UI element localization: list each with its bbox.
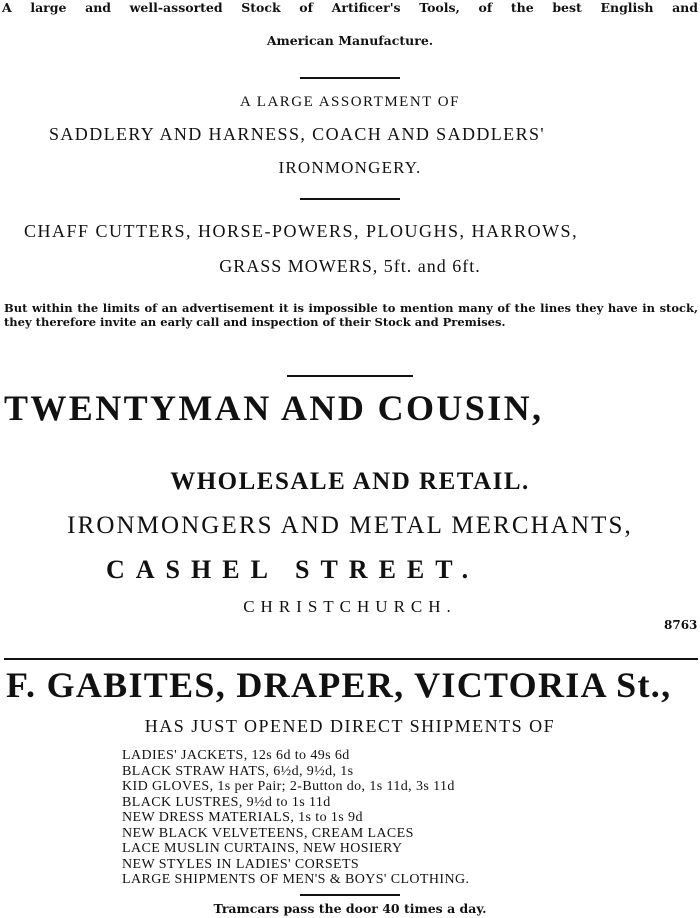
gabites-footer: Tramcars pass the door 40 times a day. bbox=[213, 901, 487, 916]
gabites-name: F. GABITES, DRAPER, VICTORIA St., bbox=[6, 665, 672, 705]
notice-paragraph: But within the limits of an advertisement it is impossible to mention many of the lines they have in stock, they therefore invite an early call and inspection of their Stock and Premises. bbox=[4, 301, 698, 329]
divider bbox=[300, 77, 400, 79]
list-item: KID GLOVES, 1s per Pair; 2-Button do, 1s 11d, 3s 11d bbox=[122, 779, 455, 794]
tools-line-2: American Manufacture. bbox=[266, 33, 434, 48]
saddlery-line-2: SADDLERY AND HARNESS, COACH AND SADDLERS' bbox=[49, 124, 546, 144]
list-item: LACE MUSLIN CURTAINS, NEW HOSIERY bbox=[122, 841, 403, 856]
divider bbox=[300, 894, 400, 896]
twentyman-tagline: WHOLESALE AND RETAIL. bbox=[170, 468, 530, 495]
implements-line-2: GRASS MOWERS, 5ft. and 6ft. bbox=[219, 256, 481, 276]
twentyman-city: CHRISTCHURCH. bbox=[243, 597, 457, 616]
saddlery-line-3: IRONMONGERY. bbox=[278, 158, 422, 177]
gabites-item-list bbox=[122, 748, 469, 888]
list-item: NEW DRESS MATERIALS, 1s to 1s 9d bbox=[122, 810, 363, 825]
divider bbox=[4, 658, 698, 660]
implements-line-1: CHAFF CUTTERS, HORSE-POWERS, PLOUGHS, HARROWS, bbox=[24, 221, 579, 241]
list-item: LARGE SHIPMENTS OF MEN'S & BOYS' CLOTHING. bbox=[122, 872, 470, 887]
list-item: NEW BLACK VELVETEENS, CREAM LACES bbox=[122, 825, 414, 841]
twentyman-name: TWENTYMAN AND COUSIN, bbox=[4, 388, 544, 428]
twentyman-trade: IRONMONGERS AND METAL MERCHANTS, bbox=[67, 512, 633, 539]
reference-number: 8763 bbox=[664, 618, 698, 632]
twentyman-street: CASHEL STREET. bbox=[106, 555, 480, 584]
tools-line-1: A large and well-assorted Stock of Artificer's Tools, of the best English and bbox=[2, 0, 698, 15]
list-item: NEW STYLES IN LADIES' CORSETS bbox=[122, 856, 360, 872]
divider bbox=[287, 375, 413, 377]
saddlery-line-1: A LARGE ASSORTMENT OF bbox=[240, 94, 460, 110]
list-item: LADIES' JACKETS, 12s 6d to 49s 6d bbox=[122, 748, 350, 763]
divider bbox=[300, 198, 400, 200]
gabites-subtitle: HAS JUST OPENED DIRECT SHIPMENTS OF bbox=[144, 716, 556, 736]
list-item: BLACK LUSTRES, 9½d to 1s 11d bbox=[122, 794, 331, 810]
list-item: BLACK STRAW HATS, 6½d, 9½d, 1s bbox=[122, 763, 354, 779]
